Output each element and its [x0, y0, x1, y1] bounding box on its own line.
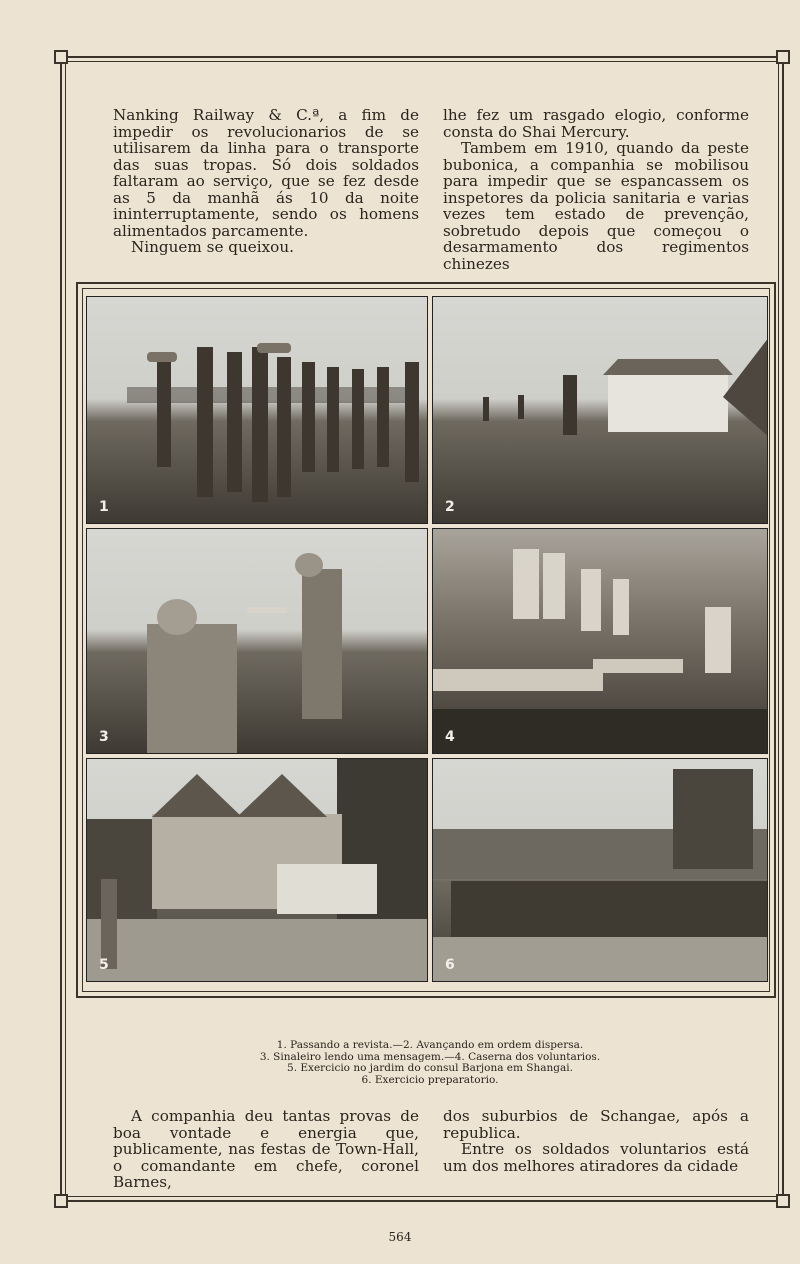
top-text-columns [113, 107, 749, 272]
photo-number: 4 [445, 729, 455, 745]
photo-caption [200, 1040, 660, 1086]
photo-dispersed-advance-drawing [433, 297, 768, 524]
paragraph: Tambem em 1910, quando da peste bubonica, a companhia se mobilisou para impedir que se espancassem os inspetores da policia sanitaria e varias vezes tem estado de prevenção, sobretudo depois que começou o desarmamento dos regimentos chinezes [443, 139, 749, 273]
page-number: 564 [388, 1230, 412, 1244]
photo-signaller [86, 528, 428, 754]
caption-line: 6. Exercicio preparatorio. [361, 1073, 499, 1086]
frame-corner-ornament [54, 1194, 68, 1208]
photo-signaller-drawing [87, 529, 428, 754]
caption-line: 5. Exercicio no jardim do consul Barjona em Shangai. [287, 1062, 573, 1074]
caption-line: 3. Sinaleiro lendo uma mensagem.—4. Caserna dos voluntarios. [259, 1050, 601, 1063]
photo-consul-garden-drawing [87, 759, 428, 982]
frame-corner-ornament [776, 50, 790, 64]
photo-number: 3 [99, 729, 109, 745]
frame-corner-ornament [776, 1194, 790, 1208]
bottom-right-column [443, 1108, 749, 1191]
photo-dispersed-advance [432, 296, 768, 524]
paragraph: Entre os soldados voluntarios está um dos melhores atiradores da cidade [443, 1140, 749, 1175]
caption-line: 1. Passando a revista.—2. Avançando em ordem dispersa. [276, 1039, 584, 1051]
paragraph: lhe fez um rasgado elogio, conforme consta do Shai Mercury. [443, 106, 749, 141]
photo-consul-garden [86, 758, 428, 982]
photo-number: 1 [99, 499, 109, 515]
paragraph: Ninguem se queixou. [131, 238, 294, 256]
top-left-column [113, 107, 419, 272]
frame-corner-ornament [54, 50, 68, 64]
photo-barracks-drawing [433, 529, 768, 754]
photo-review [86, 296, 428, 524]
photo-number: 6 [445, 957, 455, 973]
bottom-left-column [113, 1108, 419, 1191]
paragraph: A companhia deu tantas provas de boa vontade e energia que, publicamente, nas festas de Town-Hall, o comandante em chefe, coronel Barnes, [113, 1107, 419, 1191]
photo-preparatory-exercise [432, 758, 768, 982]
top-right-column [443, 107, 749, 272]
photo-preparatory-exercise-drawing [433, 759, 768, 982]
bottom-text-columns [113, 1108, 749, 1191]
photo-number: 2 [445, 499, 455, 515]
photo-review-drawing [87, 297, 428, 524]
photo-barracks [432, 528, 768, 754]
paragraph: dos suburbios de Schangae, após a republica. [443, 1107, 749, 1142]
paragraph: Nanking Railway & C.ª, a fim de impedir os revolucionarios de se utilisarem da linha para o transporte das suas tropas. Só dois soldados faltaram ao serviço, que se fez desde as 5 da manhã ás 10 da noite ininterruptamente, sendo os homens alimentados parcamente. [113, 106, 419, 240]
photo-number: 5 [99, 957, 109, 973]
